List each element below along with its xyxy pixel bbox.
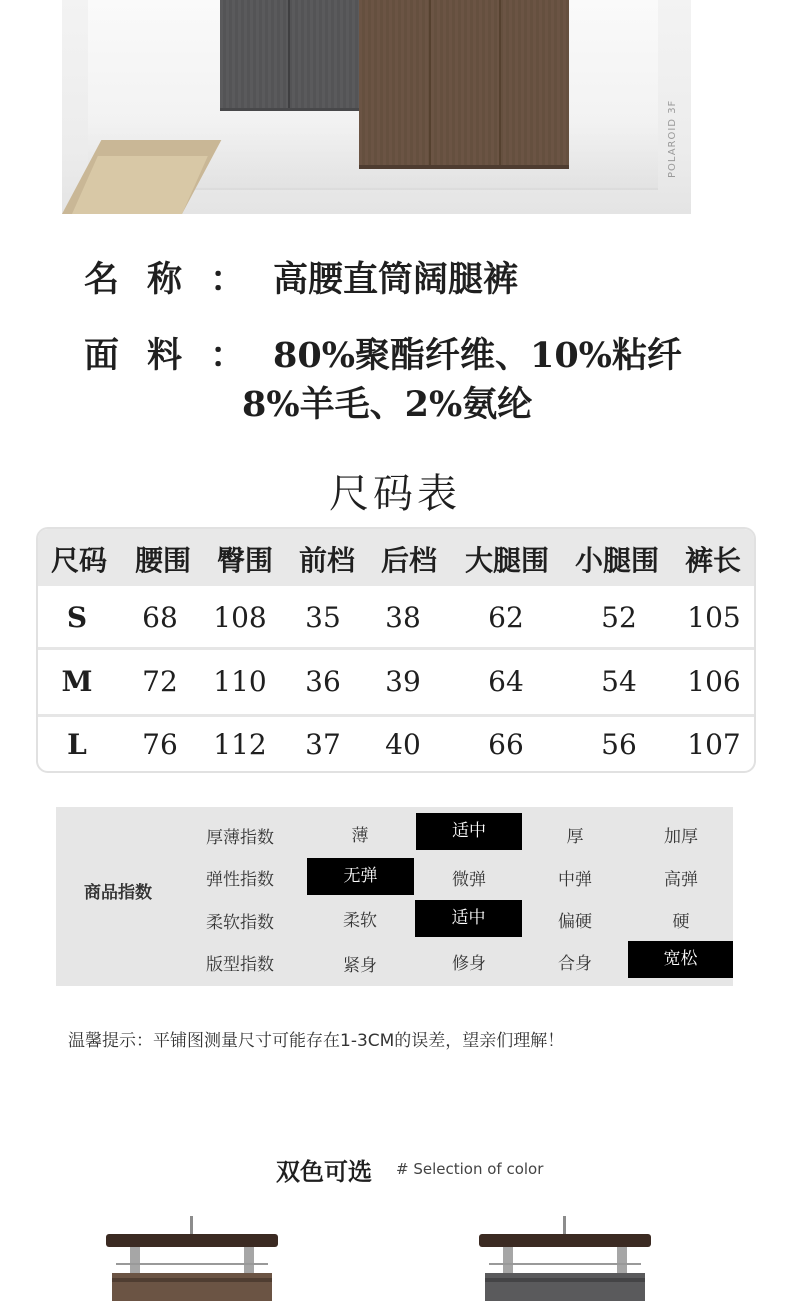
index-row-label: 弹性指数: [206, 870, 274, 890]
product-name-row: [84, 252, 518, 302]
table-cell: 110: [213, 665, 267, 698]
size-table: [36, 527, 756, 773]
table-cell: 54: [601, 665, 637, 698]
table-cell: 35: [305, 601, 341, 634]
table-cell: 112: [213, 728, 267, 761]
fabric-value-line2: 8%羊毛、2%氨纶: [242, 384, 533, 425]
fabric-label: 面料：: [84, 335, 274, 376]
hanger-wire: [116, 1263, 268, 1265]
header-cell: 小腿围: [574, 544, 659, 577]
size-cell: L: [67, 728, 87, 761]
product-name-value: 高腰直筒阔腿裤: [273, 259, 519, 300]
color-section-subtitle: # Selection of color: [396, 1160, 544, 1178]
polaroid-label: POLAROID 3F: [667, 99, 678, 178]
index-option: 偏硬: [558, 912, 592, 932]
table-cell: 62: [488, 601, 524, 634]
table-cell: 56: [601, 728, 637, 761]
table-cell: 105: [687, 601, 741, 634]
table-cell: 37: [305, 728, 341, 761]
belt-loop: [112, 1278, 272, 1282]
index-option: 紧身: [343, 956, 377, 976]
hanger-bar: [479, 1234, 651, 1247]
index-option: 中弹: [558, 870, 592, 890]
color-section-title: 双色可选: [276, 1158, 372, 1186]
table-cell: 39: [385, 665, 421, 698]
hanger-clip: [130, 1247, 140, 1273]
table-cell: 72: [142, 665, 178, 698]
index-option: 薄: [351, 826, 369, 846]
hanger-hook: [190, 1216, 193, 1236]
table-cell: 64: [488, 665, 524, 698]
index-option: 高弹: [664, 870, 698, 890]
product-photo: [62, 0, 691, 214]
index-option-selected: 无弹: [307, 858, 414, 895]
row-divider: [38, 647, 754, 650]
index-option-selected: 宽松: [628, 941, 733, 978]
index-option: 微弹: [452, 870, 486, 890]
header-cell: 臀围: [216, 544, 273, 577]
table-cell: 40: [385, 728, 421, 761]
hanger-bar: [106, 1234, 278, 1247]
grey-color-option: [479, 1216, 651, 1301]
table-cell: 36: [305, 665, 341, 698]
size-table-title: 尺码表: [329, 471, 461, 517]
brown-trousers-image: [359, 0, 569, 169]
grey-trousers-image: [220, 0, 360, 111]
measurement-tip: 温馨提示：平铺图测量尺寸可能存在1-3CM的误差，望亲们理解！: [68, 1031, 565, 1051]
table-cell: 68: [142, 601, 178, 634]
size-cell: S: [66, 601, 88, 634]
index-option: 柔软: [343, 911, 377, 931]
table-cell: 108: [213, 601, 267, 634]
header-cell: 后档: [380, 544, 437, 577]
header-cell: 腰围: [134, 544, 191, 577]
index-row-label: 柔软指数: [206, 913, 274, 933]
product-name-label: 名称：: [84, 259, 274, 300]
table-cell: 106: [687, 665, 741, 698]
table-cell: 76: [142, 728, 178, 761]
header-cell: 裤长: [684, 544, 741, 577]
row-divider: [38, 714, 754, 717]
index-row-label: 厚薄指数: [206, 828, 274, 848]
hanger-clip: [617, 1247, 627, 1273]
header-cell: 尺码: [50, 544, 107, 577]
index-main-label: 商品指数: [84, 883, 152, 903]
hanger-clip: [244, 1247, 254, 1273]
product-index-table: [56, 807, 733, 986]
index-option-selected: 适中: [416, 813, 522, 850]
fabric-row: [84, 328, 682, 378]
hanger-hook: [563, 1216, 566, 1236]
fabric-value-line1: 80%聚酯纤维、10%粘纤: [273, 335, 682, 376]
brown-color-option: [106, 1216, 278, 1301]
belt-loop: [485, 1278, 645, 1282]
index-option: 修身: [452, 954, 486, 974]
index-option: 加厚: [664, 827, 698, 847]
header-cell: 前档: [298, 544, 355, 577]
index-option-selected: 适中: [415, 900, 522, 937]
index-option: 硬: [672, 912, 690, 932]
table-cell: 38: [385, 601, 421, 634]
hanger-wire: [489, 1263, 641, 1265]
header-cell: 大腿围: [464, 544, 549, 577]
table-cell: 52: [601, 601, 637, 634]
table-cell: 107: [687, 728, 741, 761]
hanger-clip: [503, 1247, 513, 1273]
index-option: 合身: [558, 954, 592, 974]
table-cell: 66: [488, 728, 524, 761]
index-option: 厚: [566, 827, 584, 847]
size-cell: M: [61, 665, 93, 698]
index-row-label: 版型指数: [206, 955, 274, 975]
